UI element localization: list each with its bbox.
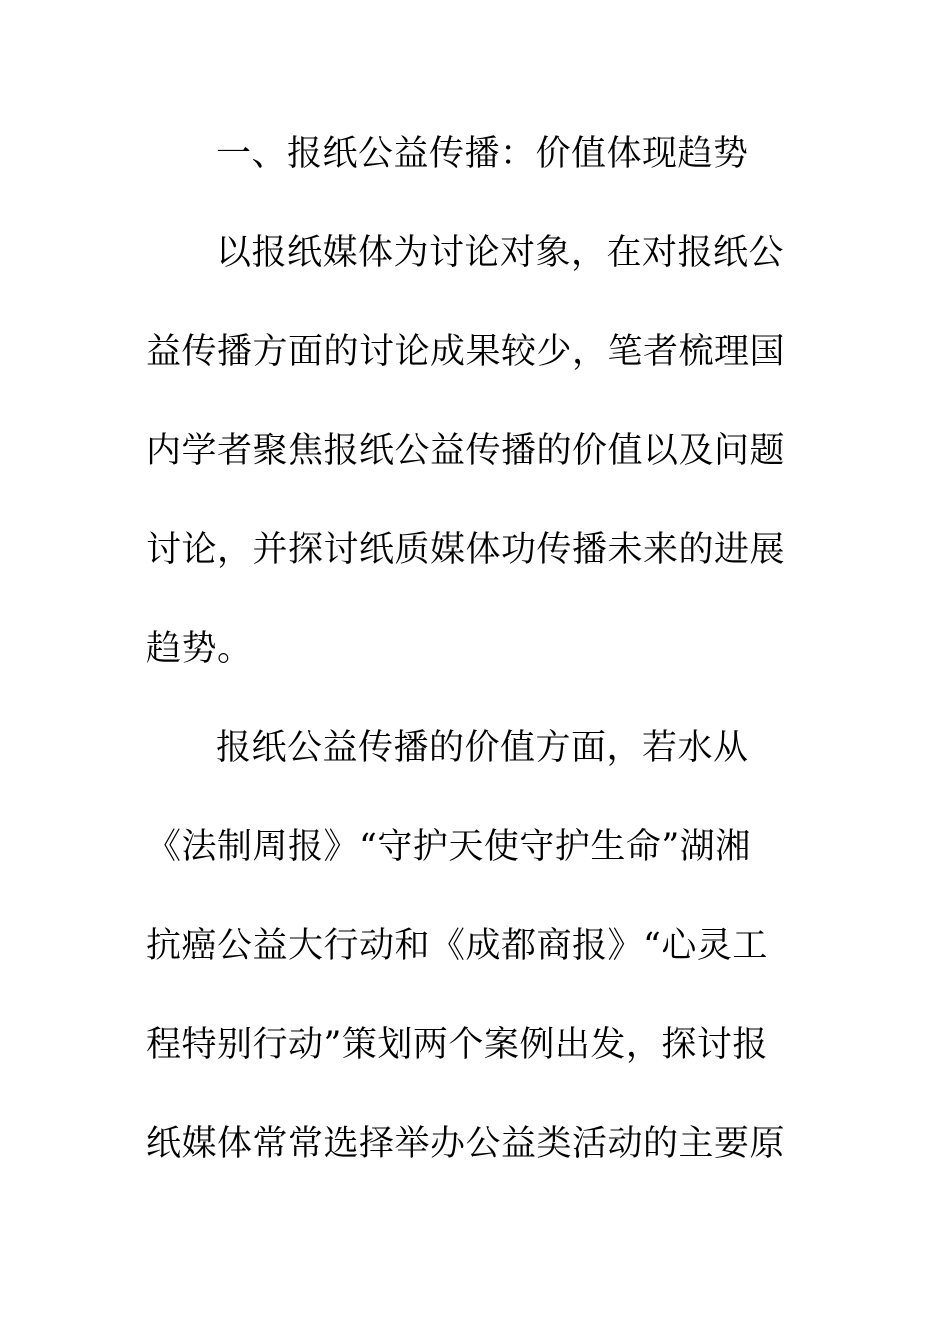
section-heading: 一、报纸公益传播：价值体现趋势 <box>216 134 749 174</box>
paragraph-2-line-1: 报纸公益传播的价值方面，若水从 <box>216 728 749 768</box>
paragraph-1-line-1: 以报纸媒体为讨论对象，在对报纸公 <box>216 233 785 273</box>
paragraph-2-line-2: 《法制周报》“守护天使守护生命”湖湘 <box>146 827 751 867</box>
paragraph-2-line-4: 程特别行动”策划两个案例出发，探讨报 <box>146 1025 768 1065</box>
paragraph-2-line-3: 抗癌公益大行动和《成都商报》“心灵工 <box>146 926 768 966</box>
paragraph-1-line-2: 益传播方面的讨论成果较少，笔者梳理国 <box>146 332 786 372</box>
paragraph-1-line-4: 讨论，并探讨纸质媒体功传播未来的进展 <box>146 530 786 570</box>
paragraph-1-line-5: 趋势。 <box>146 629 253 669</box>
paragraph-2-line-5: 纸媒体常常选择举办公益类活动的主要原 <box>146 1124 786 1164</box>
paragraph-1-line-3: 内学者聚焦报纸公益传播的价值以及问题 <box>146 431 786 471</box>
